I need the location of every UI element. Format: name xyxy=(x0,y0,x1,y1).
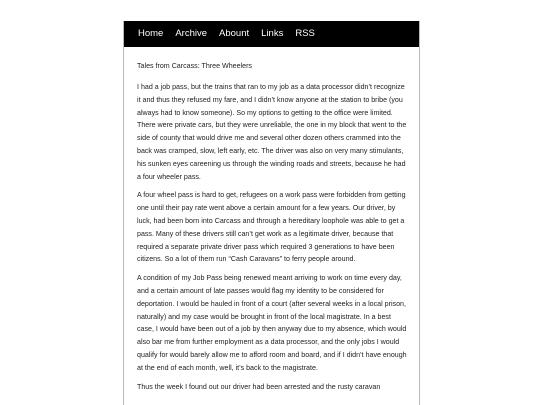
page-container xyxy=(123,21,420,405)
post-paragraph: A four wheel pass is hard to get, refugees on a work pass were forbidden from getting one until their pay rate went above a certain amount for a few years. Our driver, by luck, had been born into Carcass and through a hereditary loophole was able to get a pass. Many of these drivers still can’t get work as a legitimate driver, because that required a separate private driver pass which required 3 generations to have been citizens. So a lot of them run “Cash Caravans” to ferry people around. xyxy=(137,191,406,264)
nav-rss-link[interactable]: RSS xyxy=(295,28,315,39)
post-title: Tales from Carcass: Three Wheelers xyxy=(137,62,252,70)
post-content xyxy=(124,47,419,393)
post-paragraph: I had a job pass, but the trains that ran to my job as a data processor didn’t recognize it and thus they refused my fare, and I didn’t know anyone at the station to bribe (you always had to know someone). So my options to getting to the office were limited. There were private cars, but they were unreliable, the one in my block that went to the side of county that would drive me and several other dozen others crammed into the back was cramped, slow, left early, etc. The driver was also on very many stimulants, his sunken eyes careening us through the winding roads and streets, because he had a four wheeler pass. xyxy=(137,83,407,181)
post-paragraph: Thus the week I found out our driver had been arrested and the rusty caravan xyxy=(137,382,381,391)
post-paragraph: A condition of my Job Pass being renewed meant arriving to work on time every day, and a certain amount of late passes would flag my identity to be considered for deportation. I would be hauled in front of a court (after several weeks in a local prison, naturally) and my case would be brought in front of the local magistrate. In a best case, I would have been out of a job by then anyway due to my absence, which would also bar me from further employment as a data processor, and the only jobs I would qualify for would barely allow me to afford room and board, and if I didn’t have enough at the end of each month, well, it’s back to the magistrate. xyxy=(137,274,407,372)
nav-home-link[interactable]: Home xyxy=(138,28,164,39)
nav-links-link[interactable]: Links xyxy=(261,28,284,39)
nav-about-link[interactable]: Abount xyxy=(219,28,250,39)
nav-archive-link[interactable]: Archive xyxy=(175,28,208,39)
top-nav xyxy=(124,21,419,47)
